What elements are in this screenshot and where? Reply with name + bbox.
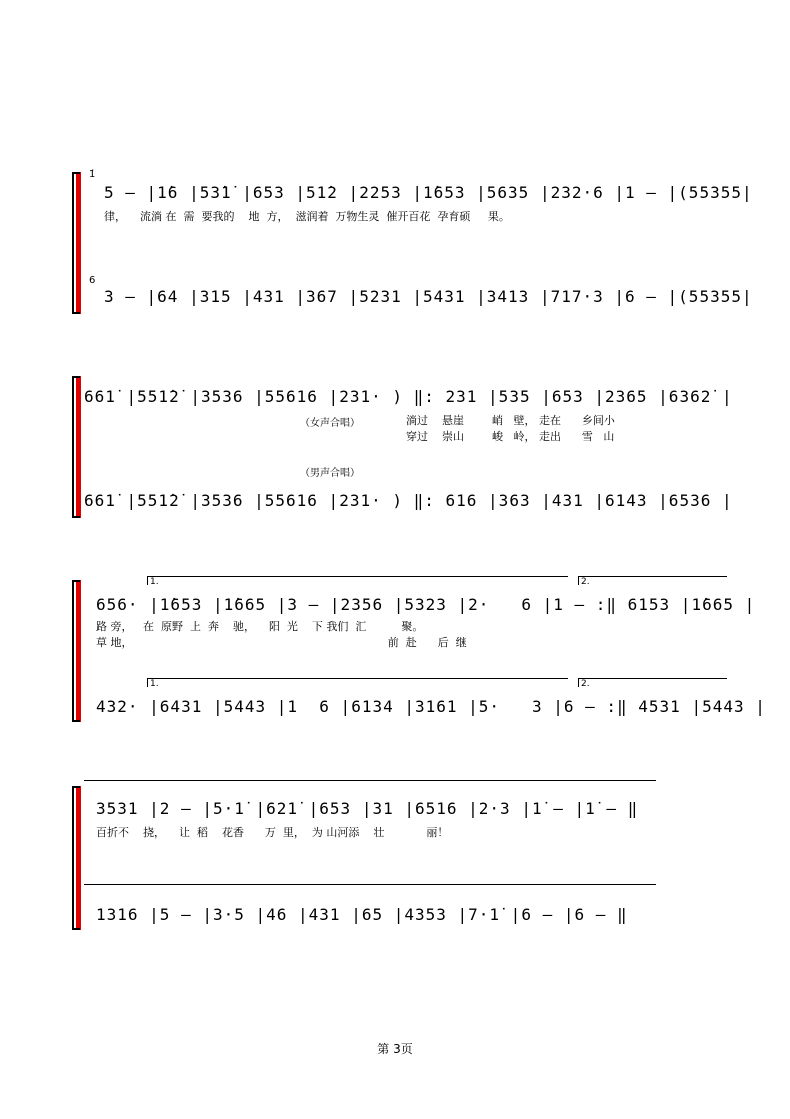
system-bracket: [72, 580, 74, 722]
male-chorus-label: （男声合唱）: [300, 468, 360, 479]
system-bracket: [72, 376, 74, 518]
volta-1-lower: 1.: [147, 678, 568, 687]
top-line-upper: [84, 780, 656, 789]
system-brace: [76, 172, 81, 314]
key-marker-upper: 1̇: [89, 169, 96, 180]
upper-staff-lyrics-verse-2: 穿过 崇山 峻 岭， 走出 雪 山: [406, 430, 615, 443]
upper-staff-notes: 5 – |1̇6 |53̇1̇ |653 |51̇2 |2253 |1̇653 |5635 |232·6 |1 – |(55355|: [104, 183, 753, 202]
upper-staff-notes: 3531 |2 – |5·1̇ |621̇ |653 |31 |6516 |2·3 |1̇ – |1̇ – ‖: [96, 799, 639, 818]
lower-staff-notes: 3 – |64 |315 |431 |367 |5231 |5431 |3413 |717·3 |6 – |(55355|: [104, 287, 753, 306]
lower-staff-notes: 1316 |5 – |3·5 |46 |431 |65 |4353 |7·1̇ |6 – |6 – ‖: [96, 905, 628, 924]
key-marker-lower: 6: [89, 275, 96, 286]
upper-staff-lyrics: 律， 流淌 在 需 要我的 地 方， 滋润着 万物生灵 催开百花 孕育硕 果。: [104, 210, 510, 223]
system-brace: [76, 580, 81, 722]
system-bracket: [72, 786, 74, 930]
system-bracket: [72, 172, 74, 314]
system-brace: [76, 786, 81, 930]
upper-staff-notes: 661̇ |551̇2̇ |3536 |55616 |231· ) ‖: 231 |535 |653 |2365 |6362̇ |: [84, 387, 733, 406]
upper-staff-lyrics: 百折不 挠， 让 稻 花香 万 里， 为 山河添 壮 丽！: [96, 826, 449, 839]
system-1: [0, 168, 790, 318]
system-4: [0, 780, 790, 934]
system-3: [0, 576, 790, 726]
volta-2-upper: 2.: [578, 576, 727, 585]
top-line-lower: [84, 884, 656, 893]
upper-staff-lyrics-verse-1: 淌过 悬崖 峭 壁， 走在 乡间小: [406, 414, 615, 427]
female-chorus-label: （女声合唱）: [300, 418, 360, 429]
volta-1-upper: 1.: [147, 576, 568, 585]
lower-staff-notes: 661̇ |551̇2̇ |3536 |55616 |231· ) ‖: 616 |363 |431 |6143 |6536 |: [84, 491, 733, 510]
upper-staff-lyrics-verse-1: 路 旁， 在 原野 上 奔 驰， 阳 光 下 我们 汇 聚。: [96, 620, 424, 633]
page-number: 第 3页: [377, 1042, 413, 1056]
system-2: [0, 372, 790, 522]
upper-staff-notes: 656· |1̇653 |1̇665 |3 – |2356 |5323 |2· 6 |1 – :‖ 6153 |1̇665 |: [96, 595, 756, 614]
lower-staff-notes: 432· |6431 |5443 |1 6 |6134 |3161 |5· 3 |6 – :‖ 4531 |5443 |: [96, 697, 766, 716]
volta-2-lower: 2.: [578, 678, 727, 687]
upper-staff-lyrics-verse-2: 草 地， 前 赴 后 继: [96, 636, 467, 649]
system-brace: [76, 376, 81, 518]
